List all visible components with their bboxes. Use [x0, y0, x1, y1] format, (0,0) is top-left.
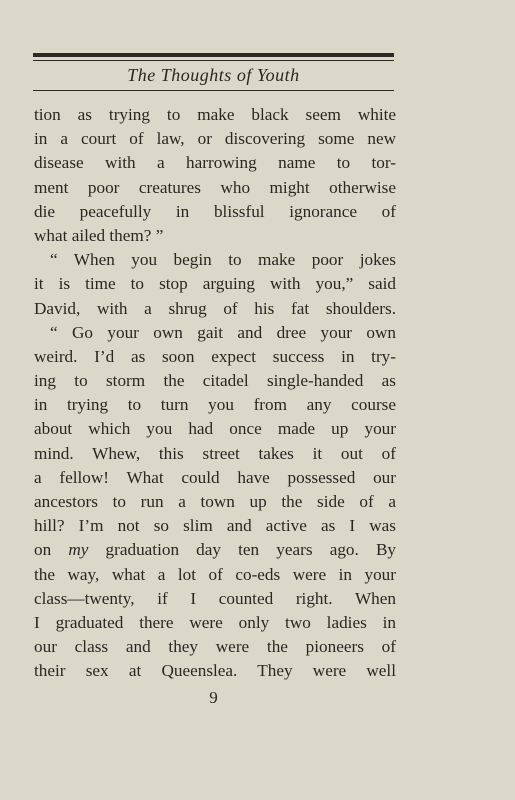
- text-line: a fellow! What could have possessed our: [34, 467, 396, 487]
- text-line: ment poor creatures who might otherwise: [34, 177, 396, 197]
- text-line: die peacefully in blissful ignorance of: [34, 201, 396, 221]
- text-line-with-italic: [34, 538, 396, 562]
- text-line: the way, what a lot of co-eds were in your: [34, 564, 396, 584]
- header-rule-thick: [33, 53, 394, 57]
- text-line: it is time to stop arguing with you,” said: [34, 274, 396, 294]
- text-line: “ Go your own gait and dree your own: [50, 322, 396, 342]
- header-rule-thin: [33, 60, 394, 61]
- text-line: hill? I’m not so slim and active as I was: [34, 516, 396, 536]
- body-text: [34, 103, 396, 684]
- text-line: class—twenty, if I counted right. When: [34, 588, 396, 608]
- running-title: The Thoughts of Youth: [127, 65, 300, 85]
- text-line: weird. I’d as soon expect success in try-: [34, 346, 396, 366]
- italic-word: my: [68, 540, 89, 560]
- text-line: our class and they were the pioneers of: [34, 637, 396, 657]
- text-line: “ When you begin to make poor jokes: [50, 250, 396, 270]
- text-segment: on: [34, 540, 69, 560]
- text-line: tion as trying to make black seem white: [34, 105, 396, 124]
- text-line: in trying to turn you from any course: [34, 395, 396, 415]
- text-line: disease with a harrowing name to tor-: [34, 153, 396, 173]
- header-rule-bottom: [33, 90, 394, 91]
- text-line: I graduated there were only two ladies in: [34, 612, 396, 632]
- text-line: what ailed them? ”: [34, 225, 164, 245]
- text-line: ancestors to run a town up the side of a: [34, 492, 396, 511]
- text-line: about which you had once made up your: [34, 419, 396, 439]
- text-line: in a court of law, or discovering some new: [34, 129, 396, 149]
- text-line: David, with a shrug of his fat shoulders.: [34, 298, 396, 318]
- text-line: their sex at Queenslea. They were well: [34, 661, 396, 681]
- page-number: 9: [209, 688, 218, 707]
- text-segment: graduation day ten years ago. By: [88, 540, 397, 560]
- text-line: mind. Whew, this street takes it out of: [34, 443, 396, 463]
- text-line: ing to storm the citadel single-handed as: [34, 371, 396, 391]
